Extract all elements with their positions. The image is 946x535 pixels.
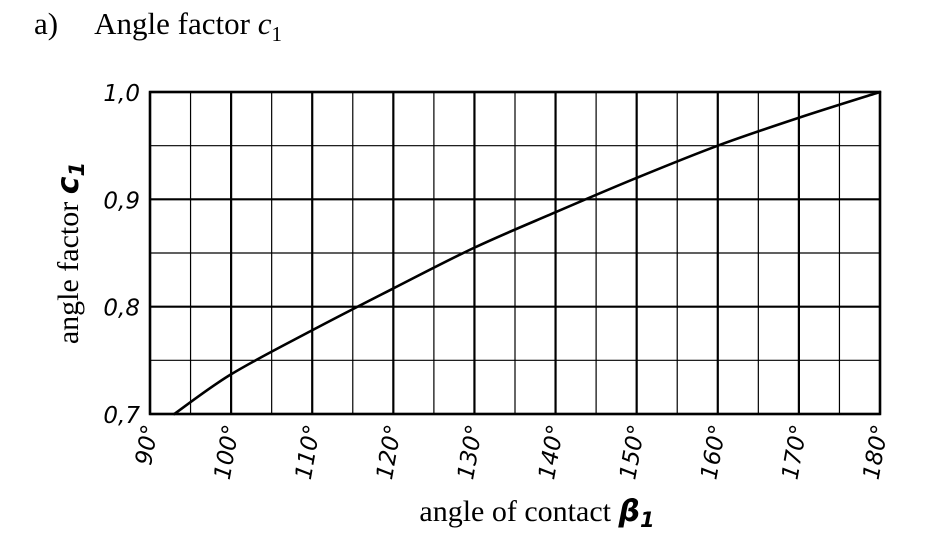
figure-title-text: Angle factor	[94, 6, 250, 41]
x-tick-label: 150°	[615, 422, 651, 482]
panel-label: a)	[34, 6, 59, 41]
x-tick-label: 90°	[131, 422, 164, 468]
x-tick-label: 100°	[209, 422, 246, 482]
x-tick-label: 170°	[777, 422, 813, 482]
x-tick-label: 130°	[453, 422, 489, 482]
grid	[150, 92, 880, 414]
y-tick-label: 1,0	[103, 81, 140, 107]
x-tick-label: 110°	[290, 422, 327, 482]
y-tick-label: 0,9	[103, 188, 140, 215]
y-axis-title: angle factor $c_1$	[51, 161, 89, 345]
y-tick-label: 0,8	[103, 295, 140, 322]
x-tick-label: 120°	[372, 422, 408, 482]
x-tick-label: 180°	[858, 422, 894, 482]
tick-labels	[103, 81, 893, 482]
x-tick-label: 140°	[534, 422, 570, 482]
figure-title-symbol: c	[257, 6, 272, 41]
figure-title-subscript: 1	[271, 22, 282, 47]
x-axis-title: angle of contact $\beta_1$	[419, 494, 655, 532]
y-tick-label: 0,7	[103, 403, 140, 429]
x-tick-label: 160°	[696, 422, 732, 482]
